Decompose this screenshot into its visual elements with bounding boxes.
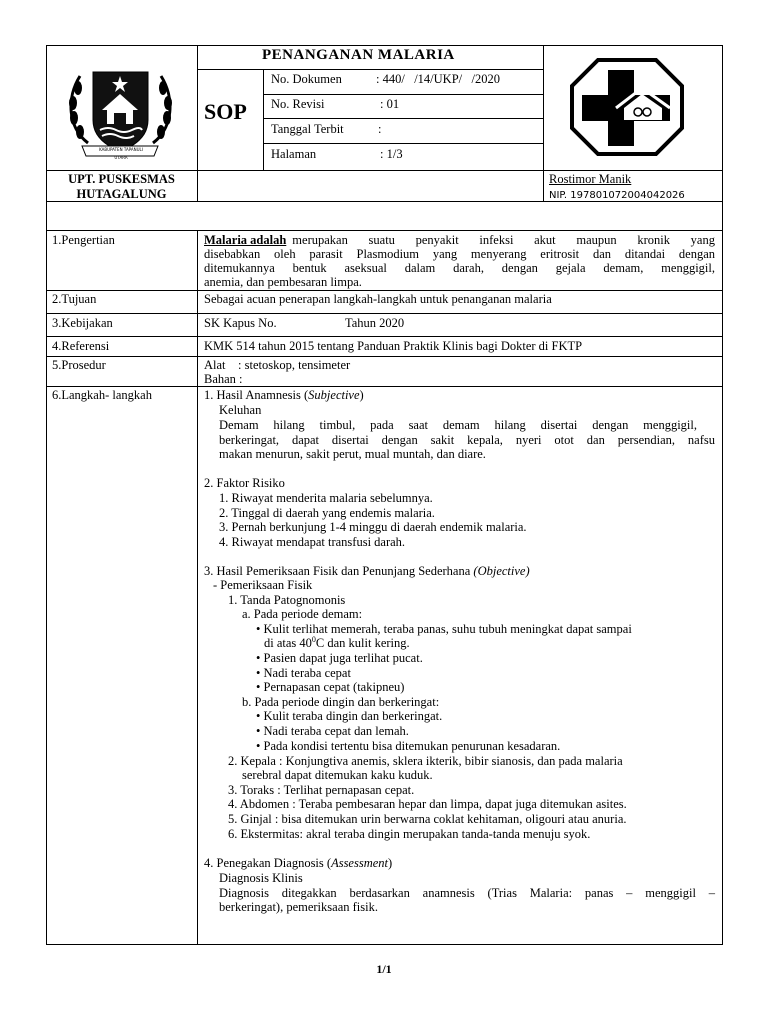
exam-item-kepala-cont: serebral dapat ditemukan kaku kuduk. (242, 768, 433, 782)
anamnesis-keluhan: Keluhan (219, 403, 262, 417)
cold-period-title: b. Pada periode dingin dan berkeringat: (242, 695, 440, 709)
risk-factor-item: 3. Pernah berkunjung 1-4 minggu di daerah endemik malaria. (219, 520, 527, 534)
fever-item: • Nadi teraba cepat (256, 666, 351, 680)
referensi-text: KMK 514 tahun 2015 tentang Panduan Praktik Klinis bagi Dokter di FKTP (204, 339, 583, 353)
puskesmas-logo (568, 56, 686, 158)
cold-item: • Nadi teraba cepat dan lemah. (256, 724, 409, 738)
signer-name: Rostimor Manik (549, 172, 632, 186)
signer-nip: NIP. 197801072004042026 (549, 190, 685, 201)
fever-item: • Kulit terlihat memerah, teraba panas, suhu tubuh meningkat dapat sampai (256, 622, 632, 636)
physical-exam-title: 3. Hasil Pemeriksaan Fisik dan Penunjang Sederhana (Objective) (204, 564, 530, 578)
fever-item: • Pernapasan cepat (takipneu) (256, 680, 405, 694)
anamnesis-title: 1. Hasil Anamnesis (Subjective) (204, 388, 364, 402)
anamnesis-line3: makan menurun, sakit perut, mual muntah, dan diare. (219, 447, 486, 461)
logo-ribbon-text: KABUPATEN TAPANULI UTARA (99, 147, 143, 160)
cold-item: • Pada kondisi tertentu bisa ditemukan penurunan kesadaran. (256, 739, 561, 753)
risk-factor-item: 2. Tinggal di daerah yang endemis malaria. (219, 506, 435, 520)
diagnosis-line2: berkeringat), pemeriksaan fisik. (219, 900, 378, 914)
physical-exam-sub: - Pemeriksaan Fisik (213, 578, 313, 592)
page-number: 1/1 (376, 962, 392, 976)
pengertian-line4: anemia, dan pembesaran limpa. (204, 275, 362, 289)
regency-logo (58, 58, 183, 163)
diagnosis-title: 4. Penegakan Diagnosis (Assessment) (204, 856, 393, 870)
issue-date-label: Tanggal Terbit (271, 122, 344, 136)
exam-item-ginjal: 5. Ginjal : bisa ditemukan urin berwarna coklat kehitaman, oligouri atau anuria. (228, 812, 627, 826)
section-label-langkah: 6.Langkah- langkah (52, 388, 152, 402)
section-label-kebijakan: 3.Kebijakan (52, 316, 113, 330)
pengertian-line3: ditemukannya bentuk aseksual dalam darah, dengan gejala demam, menggigil, (204, 261, 715, 275)
fever-period-title: a. Pada periode demam: (242, 607, 363, 621)
tujuan-text: Sebagai acuan penerapan langkah-langkah untuk penanganan malaria (204, 292, 552, 306)
pengertian-line1 (204, 233, 715, 248)
section-label-referensi: 4.Referensi (52, 339, 110, 353)
pengertian-lead: Malaria adalah (204, 233, 287, 247)
risk-factor-item: 1. Riwayat menderita malaria sebelumnya. (219, 491, 433, 505)
revision-value: : 01 (380, 97, 400, 111)
fever-item-cont: di atas $40^0C$ dan kulit kering. (264, 634, 410, 650)
org-name-line2: HUTAGALUNG (76, 187, 167, 201)
pathognomonic-title: 1. Tanda Patognomonis (228, 593, 346, 607)
document-title: PENANGANAN MALARIA (262, 47, 455, 63)
doc-number-label: No. Dokumen (271, 72, 342, 86)
exam-item-kepala: 2. Kepala : Konjungtiva anemis, sklera ikterik, bibir sianosis, dan pada malaria (228, 754, 623, 768)
pengertian-line1-rest: merupakan suatu penyakit infeksi akut maupun kronik yang (292, 233, 715, 247)
section-label-tujuan: 2.Tujuan (52, 292, 97, 306)
kebijakan-year: Tahun 2020 (345, 316, 405, 330)
prosedur-bahan: Bahan : (204, 372, 243, 386)
diagnosis-sub: Diagnosis Klinis (219, 871, 303, 885)
cold-item: • Kulit teraba dingin dan berkeringat. (256, 709, 443, 723)
anamnesis-line2: berkeringat, dapat disertai dengan sakit kepala, nyeri otot dan persendian, nafsu (219, 433, 715, 447)
prosedur-alat: Alat : stetoskop, tensimeter (204, 358, 351, 372)
exam-item-toraks: 3. Toraks : Terlihat pernapasan cepat. (228, 783, 415, 797)
fever-item: • Pasien dapat juga terlihat pucat. (256, 651, 423, 665)
diagnosis-line1: Diagnosis ditegakkan berdasarkan anamnesis (Trias Malaria: panas – menggigil – (219, 886, 715, 900)
doc-number-value: : 440/ /14/UKP/ /2020 (376, 72, 500, 86)
exam-item-ekstremitas: 6. Ekstermitas: akral teraba dingin merupakan tanda-tanda menuju syok. (228, 827, 591, 841)
org-name-line1: UPT. PUSKESMAS (68, 172, 175, 186)
issue-date-value: : (378, 122, 382, 136)
anamnesis-line1: Demam hilang timbul, pada saat demam hilang disertai dengan menggigil, (219, 418, 697, 432)
section-label-pengertian: 1.Pengertian (52, 233, 115, 247)
risk-factor-title: 2. Faktor Risiko (204, 476, 285, 490)
kebijakan-text: SK Kapus No. (204, 316, 277, 330)
exam-item-abdomen: 4. Abdomen : Teraba pembesaran hepar dan limpa, dapat juga ditemukan asites. (228, 797, 627, 811)
page-value: : 1/3 (380, 147, 403, 161)
page-label: Halaman (271, 147, 317, 161)
risk-factor-item: 4. Riwayat mendapat transfusi darah. (219, 535, 406, 549)
pengertian-line2: disebabkan oleh parasit Plasmodium yang menyerang eritrosit dan ditandai dengan (204, 247, 715, 261)
revision-label: No. Revisi (271, 97, 325, 111)
sop-label: SOP (204, 99, 247, 124)
section-label-prosedur: 5.Prosedur (52, 358, 106, 372)
